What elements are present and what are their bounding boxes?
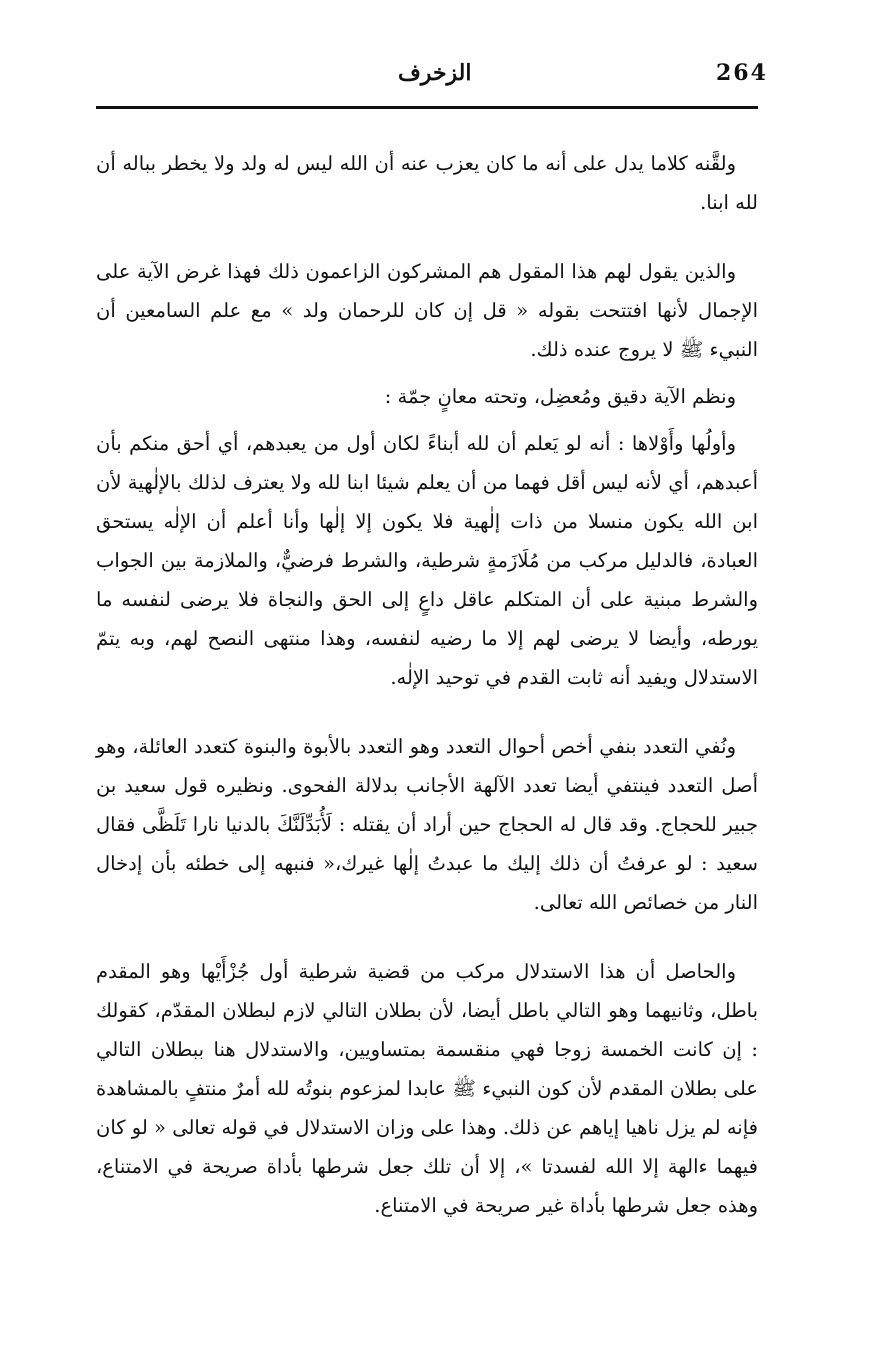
paragraph: ونظم الآية دقيق ومُعضِل، وتحته معانٍ جمّة : xyxy=(384,385,736,408)
header-divider xyxy=(96,106,758,109)
page-header xyxy=(96,56,768,102)
page-number: 264 xyxy=(716,60,768,86)
paragraph: وأولُها وأَوْلاها : أنه لو يَعلم أن لله أبناءً لكان أول من يعبدهم، أي أحق منكم بأن أعبدهم، أي لأنه ليس أقل فهما من أن يعلم شيئا ابنا لله ولا يعترف لذلك بالإلٰهية لأن ابن الله يكون منسلا من ذات إلٰهية فلا يكون إلا إلٰها وأنا أعلم أن الإلٰه يستحق العبادة، فالدليل مركب من مُلَازَمةٍ شرطية، والشرط فرضيٌّ، والملازمة بين الجواب والشرط مبنية على أن المتكلم عاقل داعٍ إلى الحق والنجاة فلا يرضى لنفسه ما يورطه، وأيضا لا يرضى لهم إلا ما رضيه لنفسه، وهذا منتهى النصح لهم، وبه يتمّ الاستدلال ويفيد أنه ثابت القدم في توحيد الإلٰه. xyxy=(96,432,758,689)
running-title: الزخرف xyxy=(398,60,472,86)
paragraph: ولقَّنه كلاما يدل على أنه ما كان يعزب عنه أن الله ليس له ولد ولا يخطر بباله أن لله ابنا. xyxy=(96,152,758,214)
page-body xyxy=(96,144,758,1225)
paragraph: والذين يقول لهم هذا المقول هم المشركون الزاعمون ذلك فهذا غرض الآية على الإجمال لأنها افتتحت بقوله « قل إن كان للرحمان ولد » مع علم السامعين أن النبيء ﷺ لا يروج عنده ذلك. xyxy=(96,260,758,361)
paragraph: والحاصل أن هذا الاستدلال مركب من قضية شرطية أول جُزْأَيْها وهو المقدم باطل، وثانيهما وهو التالي باطل أيضا، لأن بطلان التالي لازم لبطلان المقدّم، كقولك : إن كانت الخمسة زوجا فهي منقسمة بمتساويين، والاستدلال هنا ببطلان التالي على بطلان المقدم لأن كون النبيء ﷺ عابدا لمزعوم بنوتُه لله أمرٌ منتفٍ بالمشاهدة فإنه لم يزل ناهيا إياهم عن ذلك. وهذا على وزان الاستدلال في قوله تعالى « لو كان فيهما ءالهة إلا الله لفسدتا »، إلا أن تلك جعل شرطها بأداة صريحة في الامتناع، وهذه جعل شرطها بأداة غير صريحة في الامتناع. xyxy=(96,960,758,1217)
paragraph: ونُفي التعدد بنفي أخص أحوال التعدد وهو التعدد بالأبوة والبنوة كتعدد العائلة، وهو أصل التعدد فينتفي أيضا تعدد الآلهة الأجانب بدلالة الفحوى. ونظيره قول سعيد بن جبير للحجاج. وقد قال له الحجاج حين أراد أن يقتله : لَأُبَدِّلَنَّكَ بالدنيا نارا تَلَظَّى فقال سعيد : لو عرفتُ أن ذلك إليك ما عبدتُ إلٰها غيرك،« فنبهه إلى خطئه بأن إدخال النار من خصائص الله تعالى. xyxy=(96,735,758,914)
